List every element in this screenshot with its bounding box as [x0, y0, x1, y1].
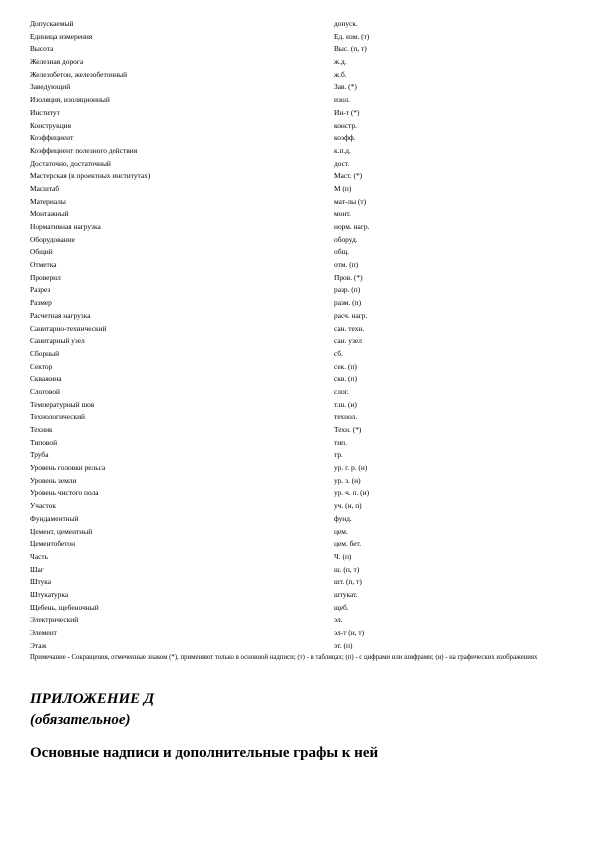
abbreviation-cell: М (п) [334, 183, 352, 193]
term-cell: Коэффициент полезного действия [30, 145, 138, 155]
abbreviation-cell: монт. [334, 209, 351, 219]
appendix-title: ПРИЛОЖЕНИЕ Д [30, 691, 155, 707]
table-row [30, 449, 570, 462]
appendix-subtitle: (обязательное) [30, 712, 131, 728]
term-cell: Высота [30, 44, 54, 54]
term-cell: Единица измерения [30, 31, 93, 41]
table-row [30, 462, 570, 475]
table-row [30, 614, 570, 627]
table-row [30, 500, 570, 513]
term-cell: Железная дорога [30, 57, 84, 67]
table-row [30, 589, 570, 602]
table-row [30, 640, 570, 653]
term-cell: Этаж [30, 640, 47, 650]
abbreviation-cell: цем. [334, 526, 348, 536]
abbreviation-cell: уч. (и, п) [334, 501, 362, 511]
table-row [30, 170, 570, 183]
term-cell: Нормативная нагрузка [30, 222, 101, 231]
abbreviation-cell: щеб. [334, 602, 349, 612]
term-cell: Институт [30, 107, 60, 117]
table-row [30, 361, 570, 374]
term-cell: Труба [30, 450, 49, 460]
term-cell: Цементобетон [30, 539, 76, 549]
term-cell: Элемент [30, 628, 57, 637]
abbreviation-cell: слог. [334, 386, 349, 396]
term-cell: Штука [30, 577, 52, 587]
abbreviation-table [30, 18, 570, 652]
abbreviation-cell: расч. нагр. [334, 310, 368, 320]
abbreviation-cell: ур. г. р. (и) [334, 463, 368, 473]
table-row [30, 107, 570, 120]
term-cell: Санитарный узел [30, 336, 85, 346]
term-cell: Масштаб [30, 183, 60, 193]
table-row [30, 348, 570, 361]
term-cell: Изоляция, изоляционный [30, 95, 110, 105]
table-row [30, 411, 570, 424]
abbreviation-cell: тип. [334, 437, 347, 447]
term-cell: Монтажный [30, 209, 69, 219]
abbreviation-cell: ж.б. [334, 69, 347, 79]
abbreviation-cell: норм. нагр. [334, 222, 370, 231]
abbreviation-cell: цем. бет. [334, 539, 362, 549]
table-row [30, 526, 570, 539]
term-cell: Сборный [30, 348, 60, 358]
abbreviation-cell: технол. [334, 412, 358, 422]
term-cell: Уровень земли [30, 475, 77, 485]
table-row [30, 310, 570, 323]
term-cell: Отметка [30, 260, 57, 270]
term-cell: Шаг [30, 564, 44, 574]
abbreviation-cell: коэфф. [334, 133, 356, 143]
table-row [30, 145, 570, 158]
table-row [30, 94, 570, 107]
term-cell: Цемент, цементный [30, 526, 93, 536]
table-row [30, 513, 570, 526]
table-row [30, 272, 570, 285]
table-row [30, 18, 570, 31]
abbreviation-cell: Ч. (п) [334, 551, 352, 561]
table-row [30, 538, 570, 551]
table-row [30, 196, 570, 209]
abbreviation-cell: оборуд. [334, 234, 358, 244]
table-row [30, 43, 570, 56]
term-cell: Проверил [30, 272, 61, 282]
abbreviation-cell: ур. ч. п. (и) [334, 488, 370, 498]
table-row [30, 627, 570, 640]
abbreviation-cell: допуск. [334, 19, 358, 28]
table-row [30, 221, 570, 234]
table-row [30, 576, 570, 589]
table-row [30, 81, 570, 94]
table-row [30, 297, 570, 310]
abbreviation-cell: эл-т (и, т) [334, 628, 365, 637]
table-row [30, 602, 570, 615]
term-cell: Участок [30, 501, 56, 511]
term-cell: Электрический [30, 615, 79, 625]
term-cell: Заведующий [30, 82, 71, 92]
abbreviation-cell: сек. (п) [334, 361, 357, 371]
abbreviation-cell: Пров. (*) [334, 272, 363, 282]
table-row [30, 120, 570, 133]
table-row [30, 234, 570, 247]
table-row [30, 564, 570, 577]
term-cell: Конструкция [30, 120, 72, 130]
abbreviation-cell: эт. (п) [334, 640, 353, 650]
term-cell: Уровень головки рельса [30, 463, 106, 473]
abbreviation-cell: Маст. (*) [334, 171, 363, 181]
abbreviation-cell: шт. (п, т) [334, 577, 362, 587]
abbreviation-cell: мат-лы (т) [334, 196, 367, 206]
abbreviation-cell: Выс. (п, т) [334, 44, 367, 54]
table-row [30, 437, 570, 450]
table-row [30, 373, 570, 386]
table-row [30, 69, 570, 82]
term-cell: Сектор [30, 361, 53, 371]
abbreviation-cell: сб. [334, 348, 343, 358]
abbreviation-cell: дост. [334, 158, 350, 168]
term-cell: Допускаемый [30, 19, 74, 28]
term-cell: Технологический [30, 412, 85, 422]
abbreviation-cell: т.ш. (и) [334, 399, 357, 409]
table-row [30, 284, 570, 297]
abbreviation-cell: Зав. (*) [334, 82, 357, 92]
term-cell: Щебень, щебеночный [30, 602, 99, 612]
table-row [30, 399, 570, 412]
abbreviation-cell: тр. [334, 450, 343, 460]
abbreviation-cell: сан. техн. [334, 323, 365, 333]
abbreviation-cell: скв. (п) [334, 374, 357, 384]
term-cell: Материалы [30, 196, 66, 206]
abbreviation-cell: разр. (п) [334, 285, 361, 295]
table-row [30, 132, 570, 145]
term-cell: Общий [30, 247, 53, 257]
term-cell: Размер [30, 298, 52, 308]
abbreviation-cell: Ед. изм. (т) [334, 31, 370, 41]
abbreviation-cell: отм. (п) [334, 260, 359, 270]
abbreviation-cell: констр. [334, 120, 358, 130]
table-note: Примечание - Сокращения, отмеченные знаком (*), применяют только в основной надписи; (т) - в таблицах; (п) - с цифрами или шифрами; (и) - на графических изображениях [30, 654, 538, 661]
term-cell: Типовой [30, 437, 58, 447]
abbreviation-cell: сан. узел [334, 336, 362, 346]
abbreviation-cell: Техн. (*) [334, 425, 362, 434]
abbreviation-cell: эл. [334, 615, 343, 625]
table-row [30, 335, 570, 348]
table-row [30, 475, 570, 488]
table-row [30, 31, 570, 44]
term-cell: Коэффициент [30, 133, 74, 143]
table-row [30, 56, 570, 69]
section-heading: Основные надписи и дополнительные графы к ней [30, 745, 379, 761]
term-cell: Температурный шов [30, 399, 95, 409]
abbreviation-cell: изол. [334, 95, 350, 105]
abbreviation-cell: ш. (п, т) [334, 564, 360, 574]
table-row [30, 158, 570, 171]
abbreviation-cell: ж.д. [334, 57, 347, 67]
term-cell: Оборудование [30, 234, 75, 244]
abbreviation-cell: общ. [334, 247, 349, 257]
term-cell: Техник [30, 425, 53, 434]
table-row [30, 208, 570, 221]
term-cell: Разрез [30, 285, 51, 295]
abbreviation-cell: ур. з. (и) [334, 475, 361, 485]
term-cell: Мастерская (в проектных институтах) [30, 171, 151, 181]
table-row [30, 424, 570, 437]
term-cell: Часть [30, 551, 48, 561]
abbreviation-cell: фунд. [334, 513, 352, 523]
table-row [30, 386, 570, 399]
term-cell: Расчетная нагрузка [30, 310, 91, 320]
term-cell: Скважина [30, 374, 62, 384]
term-cell: Фундаментный [30, 513, 79, 523]
table-row [30, 246, 570, 259]
abbreviation-cell: к.п.д. [334, 145, 351, 155]
table-row [30, 183, 570, 196]
table-row [30, 259, 570, 272]
table-row [30, 551, 570, 564]
term-cell: Санитарно-технический [30, 323, 107, 333]
term-cell: Железобетон, железобетонный [30, 69, 128, 79]
abbreviation-cell: Ин-т (*) [334, 107, 360, 117]
table-row [30, 323, 570, 336]
abbreviation-cell: разм. (п) [334, 298, 362, 308]
abbreviation-cell: штукат. [334, 589, 358, 599]
term-cell: Штукатурка [30, 589, 69, 599]
term-cell: Достаточно, достаточный [30, 158, 111, 168]
table-row [30, 487, 570, 500]
term-cell: Слоговой [30, 386, 60, 396]
term-cell: Уровень чистого пола [30, 488, 99, 498]
